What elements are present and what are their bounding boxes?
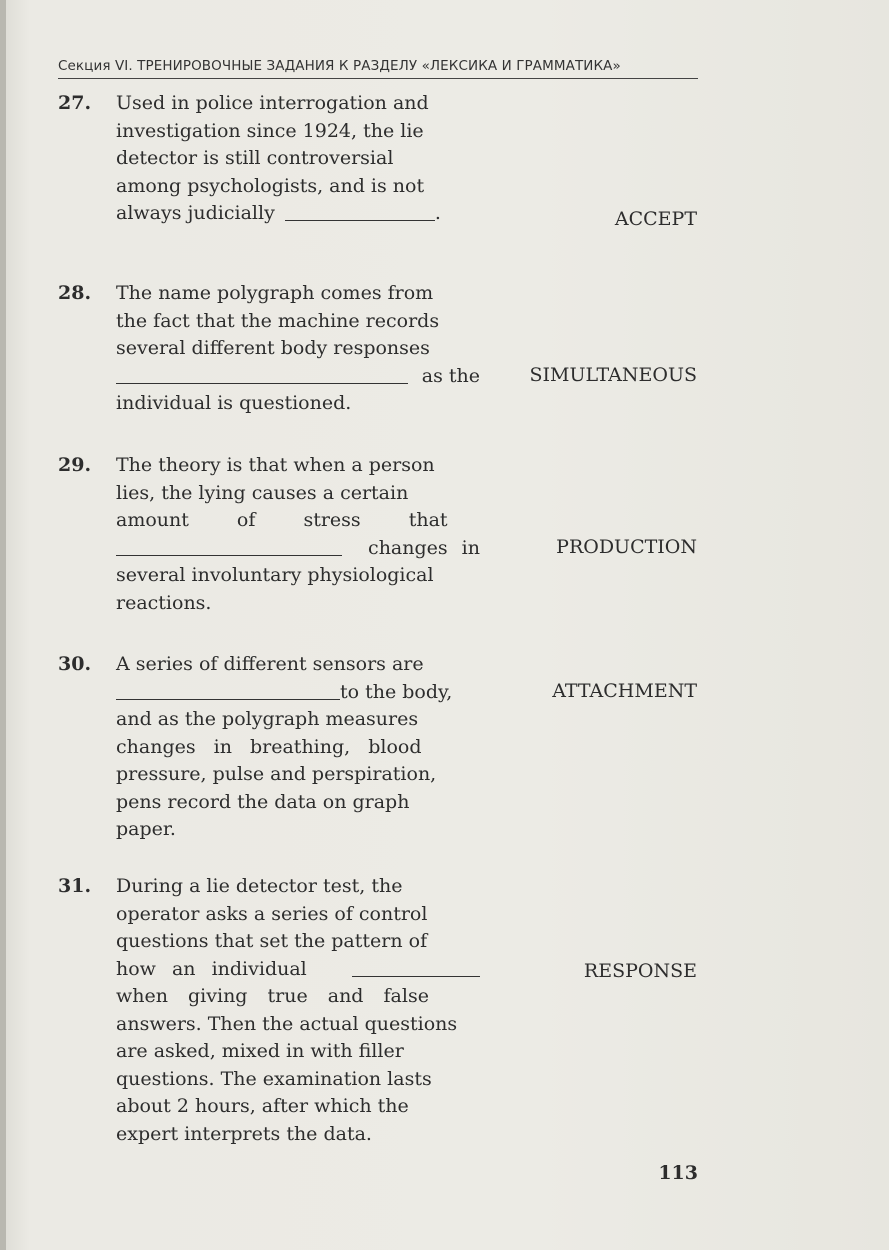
- text-line: [116, 390, 480, 418]
- text-line: [116, 956, 480, 984]
- answer-blank-27[interactable]: [285, 200, 435, 221]
- text-fragment: Used in police interrogation and: [116, 92, 429, 114]
- text-line: [116, 280, 480, 308]
- text-line: [116, 335, 480, 363]
- text-line: [116, 816, 480, 844]
- text-line: [116, 200, 480, 228]
- text-line: [116, 1011, 480, 1039]
- text-fragment: The theory is that when a person: [116, 454, 435, 476]
- text-line: [116, 928, 480, 956]
- text-line: [116, 983, 480, 1011]
- text-line: [116, 1038, 480, 1066]
- keyword-27: ACCEPT: [614, 208, 697, 230]
- text-fragment: amount of stress that: [116, 509, 448, 531]
- text-line: [116, 651, 480, 679]
- text-fragment: changes in breathing, blood: [116, 735, 422, 758]
- task-number-27: 27.: [58, 92, 92, 114]
- text-fragment: paper.: [116, 818, 176, 840]
- text-line: [116, 173, 480, 201]
- text-line: [116, 1066, 480, 1094]
- text-fragment: several different body responses: [116, 337, 430, 359]
- task-number-28: 28.: [58, 282, 92, 304]
- text-fragment: answers. Then the actual questions: [116, 1012, 458, 1035]
- task-text-30: [116, 651, 480, 844]
- text-fragment: detector is still controversial: [116, 147, 394, 169]
- text-line: [116, 873, 480, 901]
- page-number: 113: [658, 1162, 698, 1184]
- text-fragment: changes in: [368, 536, 480, 559]
- text-fragment: individual is questioned.: [116, 392, 352, 414]
- text-line: [116, 452, 480, 480]
- text-line: [116, 679, 480, 707]
- text-fragment: .: [434, 202, 441, 224]
- keyword-30: ATTACHMENT: [552, 680, 697, 702]
- text-fragment: expert interprets the data.: [116, 1122, 372, 1145]
- text-fragment: as the: [421, 364, 480, 387]
- text-line: [116, 761, 480, 789]
- text-fragment: pressure, pulse and perspiration,: [116, 763, 437, 785]
- text-line: [116, 789, 480, 817]
- text-fragment: investigation since 1924, the lie: [116, 119, 424, 142]
- text-fragment: to the body,: [340, 680, 453, 703]
- answer-blank-31[interactable]: [352, 956, 480, 977]
- text-line: [116, 706, 480, 734]
- text-line: [116, 535, 480, 563]
- text-line: [116, 507, 480, 535]
- text-fragment: The name polygraph comes from: [116, 282, 434, 304]
- section-header: Секция VI. ТРЕНИРОВОЧНЫЕ ЗАДАНИЯ К РАЗДЕЛУ «ЛЕКСИКА И ГРАММАТИКА»: [58, 58, 621, 74]
- text-fragment: how an individual: [116, 957, 307, 980]
- text-line: [116, 145, 480, 173]
- task-text-27: [116, 90, 480, 228]
- keyword-29: PRODUCTION: [556, 536, 697, 558]
- text-line: [116, 562, 480, 590]
- text-fragment: are asked, mixed in with filler: [116, 1040, 404, 1062]
- text-fragment: During a lie detector test, the: [116, 875, 403, 897]
- text-line: [116, 1121, 480, 1149]
- task-text-28: [116, 280, 480, 418]
- text-fragment: lies, the lying causes a certain: [116, 481, 409, 504]
- text-fragment: always judicially: [116, 202, 275, 224]
- task-text-29: [116, 452, 480, 617]
- task-text-31: [116, 873, 480, 1148]
- text-fragment: questions that set the pattern of: [116, 930, 428, 952]
- text-line: [116, 734, 480, 762]
- text-fragment: among psychologists, and is not: [116, 174, 425, 197]
- task-number-30: 30.: [58, 653, 92, 675]
- text-line: [116, 590, 480, 618]
- text-fragment: about 2 hours, after which the: [116, 1095, 409, 1117]
- answer-blank-30[interactable]: [116, 679, 340, 700]
- task-number-29: 29.: [58, 454, 92, 476]
- text-fragment: the fact that the machine records: [116, 309, 440, 332]
- text-line: [116, 480, 480, 508]
- text-line: [116, 90, 480, 118]
- text-fragment: A series of different sensors are: [116, 653, 424, 675]
- text-line: [116, 1093, 480, 1121]
- text-fragment: questions. The examination lasts: [116, 1067, 432, 1090]
- text-line: [116, 901, 480, 929]
- keyword-28: SIMULTANEOUS: [529, 364, 697, 386]
- answer-blank-28[interactable]: [116, 363, 408, 384]
- text-line: [116, 363, 480, 391]
- text-fragment: several involuntary physiological: [116, 564, 434, 586]
- text-fragment: operator asks a series of control: [116, 902, 428, 925]
- text-fragment: pens record the data on graph: [116, 790, 410, 813]
- page-edge: [0, 0, 6, 1250]
- text-fragment: reactions.: [116, 591, 212, 614]
- task-number-31: 31.: [58, 875, 92, 897]
- text-fragment: and as the polygraph measures: [116, 708, 419, 730]
- header-rule: [58, 78, 698, 79]
- text-line: [116, 118, 480, 146]
- text-line: [116, 308, 480, 336]
- text-fragment: when giving true and false: [116, 985, 429, 1007]
- answer-blank-29[interactable]: [116, 535, 342, 556]
- keyword-31: RESPONSE: [583, 960, 697, 982]
